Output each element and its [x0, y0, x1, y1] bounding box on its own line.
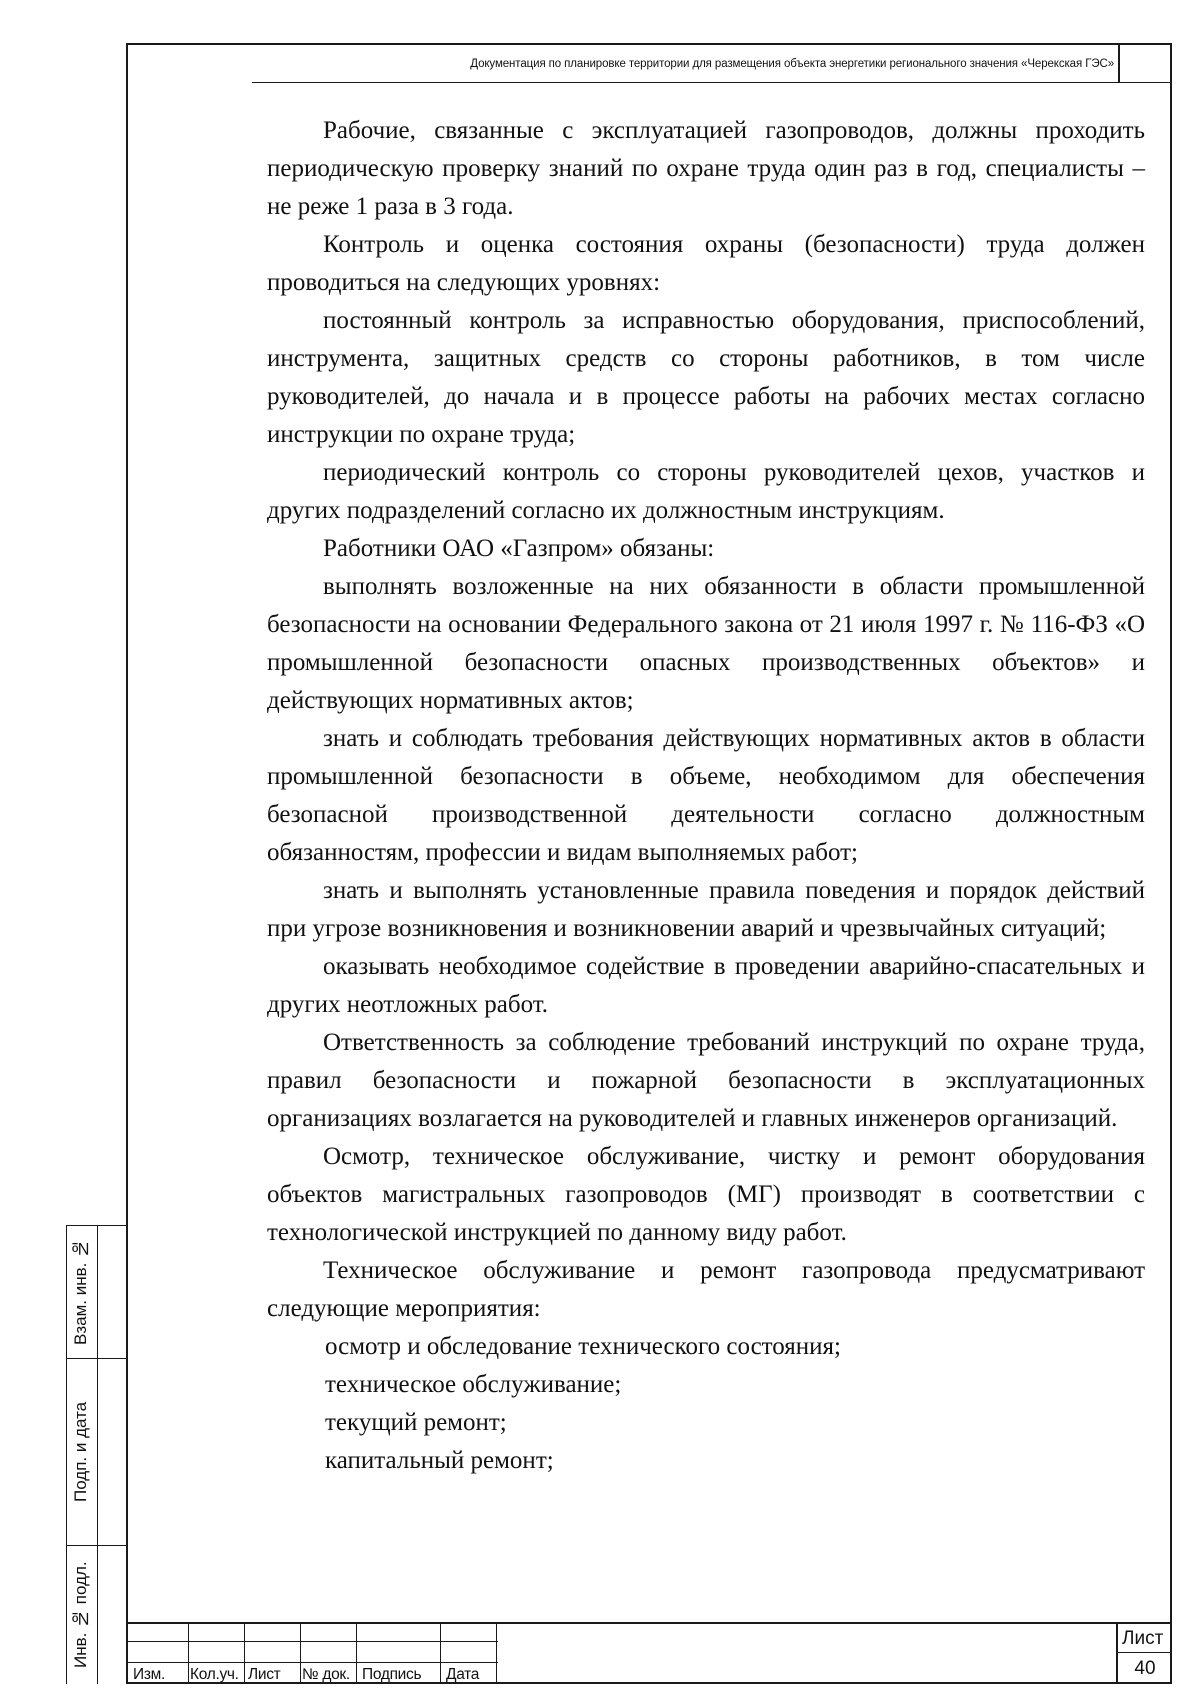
stamp-label-n-dok: № док.: [302, 1666, 350, 1683]
paragraph: периодический контроль со стороны руководителей цехов, участков и других подразделений согласно их должностным инструкциям.: [267, 459, 1145, 524]
sheet-number: 40: [1134, 1658, 1156, 1679]
stamp-label-izm: Изм.: [133, 1666, 166, 1683]
stamp-label-list: Лист: [248, 1666, 281, 1683]
document-body: [267, 112, 1145, 1480]
paragraph: Ответственность за соблюдение требований инструкций по охране труда, правил безопасности и пожарной безопасности в эксплуатационных организациях возлагается на руководителей и главных инженеров организаций.: [267, 1029, 1145, 1132]
stamp-label-kol-uch: Кол.уч.: [190, 1666, 239, 1683]
title-block: [126, 1622, 498, 1684]
stamp-label-podpis: Подпись: [362, 1666, 422, 1683]
sheet-label: Лист: [1122, 1628, 1164, 1649]
sheet-number-box: [1116, 1622, 1172, 1684]
stamp-label-data: Дата: [446, 1666, 480, 1683]
paragraph: выполнять возложенные на них обязанности в области промышленной безопасности на основании Федерального закона от 21 июля 1997 г. № 116-ФЗ «О промышленной безопасности опасных производственных объектов» и действующих нормативных актов;: [267, 573, 1145, 714]
title-block-top-rule: [498, 1622, 1116, 1624]
document-header: Документация по планировке территории для размещения объекта энергетики регионального значения «Черекская ГЭС»: [470, 58, 1114, 70]
list-item: капитальный ремонт;: [325, 1447, 554, 1474]
paragraph: Контроль и оценка состояния охраны (безопасности) труда должен проводиться на следующих уровнях:: [267, 231, 1145, 296]
side-label-podp-data: Подп. и дата: [71, 1401, 90, 1503]
list-item: техническое обслуживание;: [325, 1371, 622, 1398]
paragraph: Осмотр, техническое обслуживание, чистку и ремонт оборудования объектов магистральных газопроводов (МГ) производят в соответствии с технологической инструкцией по данному виду работ.: [267, 1143, 1145, 1246]
paragraph: знать и соблюдать требования действующих нормативных актов в области промышленной безопасности в объеме, необходимом для обеспечения безопасной производственной деятельности согласно должностным обязанностям, профессии и видам выполняемых работ;: [267, 725, 1145, 866]
paragraph: знать и выполнять установленные правила поведения и порядок действий при угрозе возникновения и возникновении аварий и чрезвычайных ситуаций;: [267, 877, 1145, 942]
list-item: текущий ремонт;: [325, 1409, 507, 1436]
header-rule: [252, 82, 1120, 83]
header-corner-box: [1118, 43, 1172, 83]
side-label-inv-podl: Инв. № подл.: [71, 1561, 90, 1669]
side-block-inv: [66, 1545, 126, 1684]
side-block-vzam: [66, 1225, 126, 1358]
paragraph: Рабочие, связанные с эксплуатацией газопроводов, должны проходить периодическую проверку знаний по охране труда один раз в год, специалисты – не реже 1 раза в 3 года.: [267, 117, 1145, 220]
paragraph: Работники ОАО «Газпром» обязаны:: [323, 535, 715, 562]
list-item: осмотр и обследование технического состояния;: [325, 1333, 842, 1360]
paragraph: оказывать необходимое содействие в проведении аварийно-спасательных и других неотложных работ.: [267, 953, 1145, 1018]
side-block-podp: [66, 1358, 126, 1545]
paragraph: Техническое обслуживание и ремонт газопровода предусматривают следующие мероприятия:: [267, 1257, 1145, 1322]
paragraph: постоянный контроль за исправностью оборудования, приспособлений, инструмента, защитных средств со стороны работников, в том числе руководителей, до начала и в процессе работы на рабочих местах согласно инструкции по охране труда;: [267, 307, 1145, 448]
side-label-vzam-inv: Взам. инв. №: [71, 1238, 90, 1346]
side-stamp: [66, 1225, 126, 1684]
